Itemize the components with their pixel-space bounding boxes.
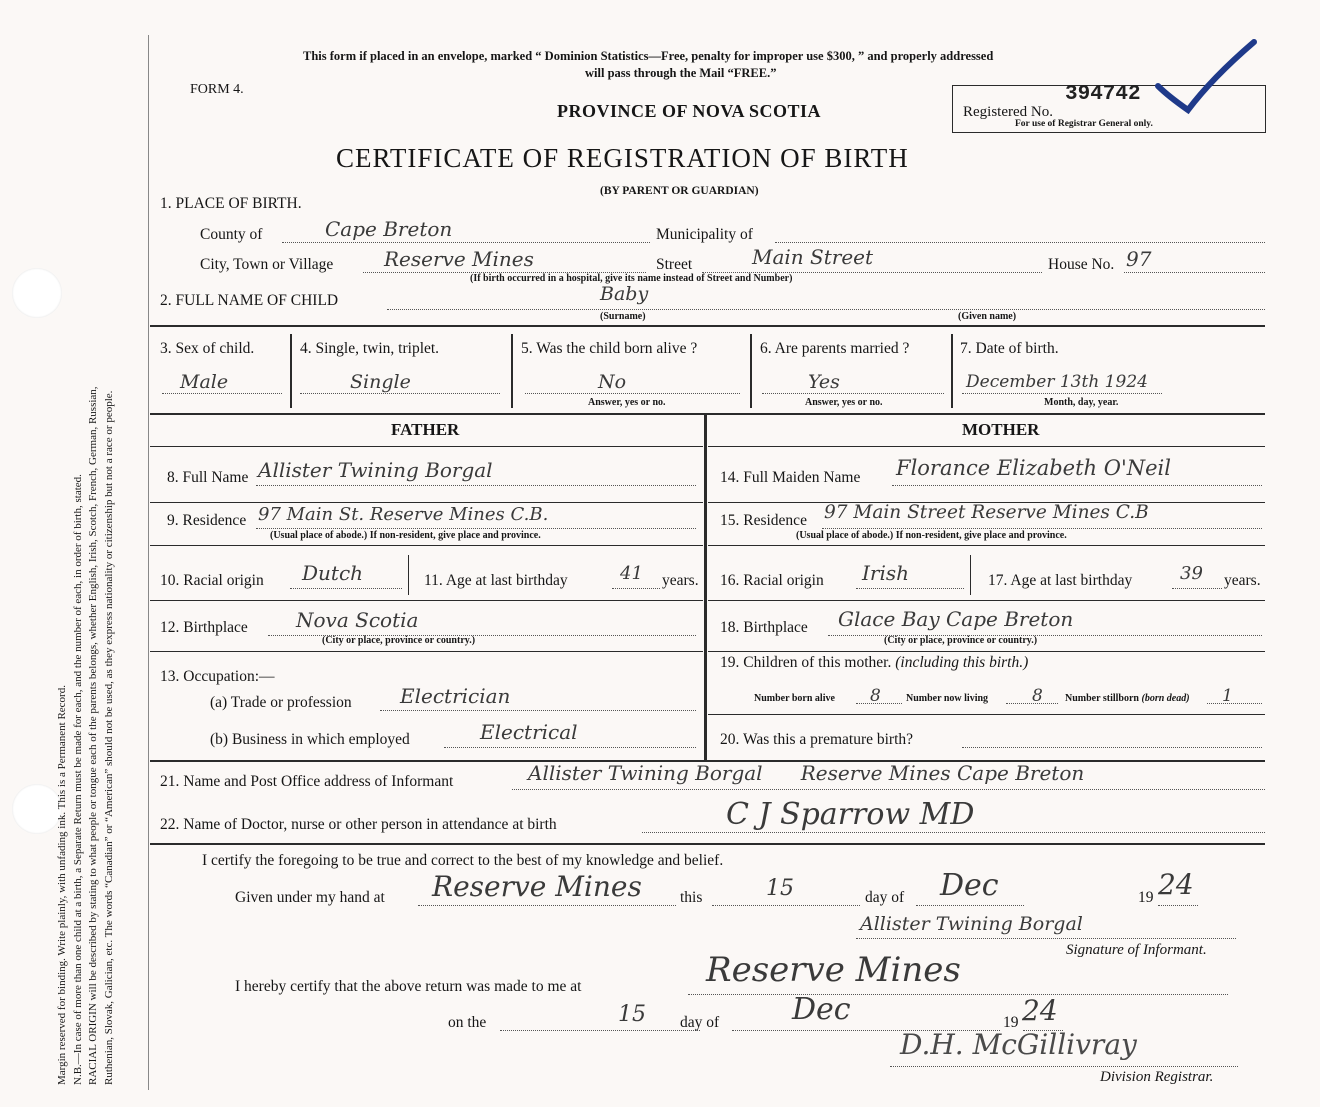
alive-label: 5. Was the child born alive ? (521, 340, 698, 357)
father-residence-label: 9. Residence (167, 512, 247, 529)
father-age-label: 11. Age at last birthday (424, 572, 568, 589)
rule-after-doctor (150, 843, 1265, 845)
mother-racial-line (856, 588, 964, 589)
mother-residence-line (822, 528, 1262, 529)
married-label: 6. Are parents married ? (760, 340, 910, 357)
municipality-label: Municipality of (656, 226, 753, 243)
given-year: 24 (1158, 868, 1194, 901)
parents-divider (704, 413, 707, 760)
registrar-label: Division Registrar. (1100, 1069, 1214, 1085)
father-age-value: 41 (620, 563, 643, 584)
county-label: County of (200, 226, 263, 243)
informant-line (512, 789, 1265, 790)
trade-value: Electrician (400, 684, 511, 708)
father-name-line (256, 485, 696, 486)
father-residence-value: 97 Main St. Reserve Mines C.B. (258, 504, 549, 525)
business-label: (b) Business in which employed (210, 731, 410, 748)
father-residence-line (256, 528, 696, 529)
mother-row-rule-2 (708, 545, 1265, 546)
return-month: Dec (792, 992, 851, 1027)
given-year-line (1158, 905, 1198, 906)
child-col-divider-1 (290, 334, 292, 408)
mother-heading: MOTHER (962, 420, 1040, 439)
margin-line-4: Ruthenian, Slovak, Galician, etc. The words “Canadian” or “American” should not be used, as they express nationality or citizenship but not a race or people. (102, 390, 115, 1085)
father-birthplace-note: (City or place, province or country.) (322, 635, 476, 646)
father-heading-rule (150, 446, 703, 447)
margin-line-3: RACIAL ORIGIN will be described by stating to what people or tongue each of the parents belongs, whether English, Irish, Scotch, French, German, Russian, (87, 386, 99, 1085)
premature-line (962, 747, 1262, 748)
street-label: Street (656, 256, 693, 273)
registrar-signature-line (890, 1066, 1238, 1067)
occupation-label: 13. Occupation:— (160, 668, 275, 685)
trade-line (380, 710, 696, 711)
alive-line (525, 393, 740, 394)
living-label: Number now living (906, 693, 989, 704)
married-line (762, 393, 944, 394)
father-heading: FATHER (391, 420, 460, 439)
business-value: Electrical (480, 720, 578, 744)
given-day-line (712, 905, 860, 906)
informant-label: 21. Name and Post Office address of Informant (160, 773, 454, 790)
child-name-value: Baby (600, 283, 649, 305)
father-name-value: Allister Twining Borgal (258, 458, 493, 482)
stillborn-line (1207, 703, 1262, 704)
child-name-line (387, 309, 1265, 310)
mother-racial-label: 16. Racial origin (720, 572, 824, 589)
margin-line-1: Margin reserved for binding. Write plainly, with unfading ink. This is a Permanent Record. (56, 685, 68, 1085)
mother-age-label: 17. Age at last birthday (988, 572, 1133, 589)
return-year: 24 (1022, 994, 1058, 1027)
trade-label: (a) Trade or profession (210, 694, 352, 711)
informant-signature-line (856, 938, 1236, 939)
margin-line-2: N.B.—In case of more than one child at a birth, a Separate Return must be made for each, and the number of each, in order of birth, stated. (71, 474, 84, 1085)
return-day-of-label: day of (680, 1014, 720, 1031)
mother-racial-value: Irish (862, 561, 910, 585)
mother-name-label: 14. Full Maiden Name (720, 469, 861, 486)
given-label: Given under my hand at (235, 889, 385, 906)
certificate-subtitle: (BY PARENT OR GUARDIAN) (600, 185, 759, 197)
given-this-label: this (680, 889, 703, 906)
form-number: FORM 4. (190, 82, 244, 97)
on-the-label: on the (448, 1014, 487, 1031)
return-year-prefix: 19 (1003, 1014, 1019, 1031)
sex-value: Male (180, 371, 229, 393)
mother-age-divider (970, 555, 971, 595)
plurality-value: Single (350, 371, 411, 393)
mother-name-line (892, 485, 1262, 486)
father-birthplace-value: Nova Scotia (296, 608, 419, 632)
mother-age-line (1172, 588, 1222, 589)
child-col-divider-4 (951, 334, 953, 408)
return-day-line (500, 1030, 700, 1031)
municipality-line (775, 242, 1265, 243)
father-row-rule-2 (150, 545, 703, 546)
return-day: 15 (618, 1002, 646, 1027)
return-label: I hereby certify that the above return was made to me at (235, 978, 582, 995)
born-alive-value: 8 (870, 686, 881, 706)
mother-heading-rule (708, 446, 1265, 447)
mother-birthplace-value: Glace Bay Cape Breton (838, 607, 1074, 631)
mother-residence-note: (Usual place of abode.) If non-resident, give place and province. (796, 530, 1067, 541)
married-note: Answer, yes or no. (805, 397, 883, 408)
house-value: 97 (1126, 247, 1152, 271)
father-residence-note: (Usual place of abode.) If non-resident, give place and province. (270, 530, 541, 541)
mother-age-value: 39 (1180, 563, 1203, 584)
place-heading: 1. PLACE OF BIRTH. (160, 195, 302, 212)
given-place-line (418, 905, 676, 906)
margin-rule (148, 35, 149, 1090)
registered-label: Registered No. (963, 104, 1053, 120)
given-month-line (916, 905, 1024, 906)
checkmark-icon (1150, 38, 1260, 118)
alive-note: Answer, yes or no. (588, 397, 666, 408)
informant-value: Allister Twining Borgal Reserve Mines Cape Breton (528, 761, 1085, 785)
dob-line (962, 393, 1162, 394)
doctor-label: 22. Name of Doctor, nurse or other person in attendance at birth (160, 816, 557, 833)
given-day-of-label: day of (865, 889, 905, 906)
married-value: Yes (808, 371, 840, 393)
dob-note: Month, day, year. (1044, 397, 1119, 408)
mother-birthplace-note: (City or place, province or country.) (884, 635, 1038, 646)
house-label: House No. (1048, 256, 1115, 273)
child-col-divider-3 (750, 334, 752, 408)
stillborn-value: 1 (1222, 686, 1233, 706)
registrar-signature: D.H. McGillivray (900, 1028, 1137, 1061)
business-line (444, 747, 696, 748)
given-name-note: (Given name) (958, 311, 1017, 322)
return-place: Reserve Mines (706, 950, 961, 990)
margin-instructions (55, 25, 147, 1085)
father-birthplace-label: 12. Birthplace (160, 619, 248, 636)
plurality-label: 4. Single, twin, triplet. (300, 340, 440, 357)
father-racial-value: Dutch (302, 561, 364, 585)
rule-after-name (150, 325, 1265, 327)
street-value: Main Street (752, 245, 874, 269)
father-racial-line (290, 588, 402, 589)
children-label: 19. Children of this mother. (including this birth.) (720, 654, 1029, 671)
father-age-unit: years. (662, 572, 699, 589)
rule-after-child (150, 413, 1265, 415)
surname-note: (Surname) (600, 311, 646, 322)
dob-value: December 13th 1924 (966, 372, 1148, 392)
child-name-label: 2. FULL NAME OF CHILD (160, 292, 339, 309)
registrar-use-note: For use of Registrar General only. (1015, 119, 1153, 129)
father-racial-label: 10. Racial origin (160, 572, 264, 589)
mail-notice-line-2: will pass through the Mail “FREE.” (585, 66, 777, 80)
mother-row-rule-5 (708, 714, 1265, 715)
father-row-rule-1 (150, 502, 703, 503)
living-value: 8 (1032, 686, 1043, 706)
premature-label: 20. Was this a premature birth? (720, 731, 914, 748)
county-line (282, 242, 650, 243)
city-value: Reserve Mines (384, 247, 534, 271)
certificate-title: CERTIFICATE OF REGISTRATION OF BIRTH (336, 143, 909, 173)
given-place: Reserve Mines (432, 870, 642, 903)
alive-value: No (598, 371, 627, 393)
return-place-line (688, 994, 1228, 995)
registered-number: 394742 (1065, 83, 1141, 106)
given-year-prefix: 19 (1138, 889, 1154, 906)
father-age-divider (408, 555, 409, 595)
father-row-rule-3 (150, 600, 703, 601)
informant-signature: Allister Twining Borgal (860, 913, 1083, 935)
certify-text: I certify the foregoing to be true and correct to the best of my knowledge and belief. (202, 852, 724, 869)
county-value: Cape Breton (325, 217, 453, 241)
mother-birthplace-label: 18. Birthplace (720, 619, 808, 636)
mother-row-rule-3 (708, 600, 1265, 601)
mail-notice-line-1: This form if placed in an envelope, marked “ Dominion Statistics—Free, penalty for improper use $300, ” and properly addressed (303, 49, 994, 63)
given-day: 15 (766, 876, 794, 901)
informant-signature-label: Signature of Informant. (1066, 942, 1207, 958)
mother-residence-value: 97 Main Street Reserve Mines C.B (824, 502, 1149, 523)
given-month: Dec (940, 868, 999, 903)
father-age-line (612, 588, 660, 589)
mother-name-value: Florance Elizabeth O'Neil (896, 456, 1171, 480)
plurality-line (300, 393, 500, 394)
mother-residence-label: 15. Residence (720, 512, 807, 529)
city-label: City, Town or Village (200, 256, 334, 273)
place-note: (If birth occurred in a hospital, give its name instead of Street and Number) (470, 273, 793, 284)
dob-label: 7. Date of birth. (960, 340, 1059, 357)
child-col-divider-2 (511, 334, 513, 408)
doctor-value: C J Sparrow MD (726, 797, 975, 832)
father-name-label: 8. Full Name (167, 469, 249, 486)
mother-row-rule-4 (708, 651, 1265, 652)
house-line (1124, 272, 1265, 273)
mother-age-unit: years. (1224, 572, 1261, 589)
stillborn-label: Number stillborn (born dead) (1065, 693, 1190, 704)
sex-label: 3. Sex of child. (160, 340, 255, 357)
province-heading: PROVINCE OF NOVA SCOTIA (557, 101, 822, 121)
father-row-rule-4 (150, 651, 703, 652)
sex-line (162, 393, 282, 394)
born-alive-label: Number born alive (754, 693, 835, 704)
